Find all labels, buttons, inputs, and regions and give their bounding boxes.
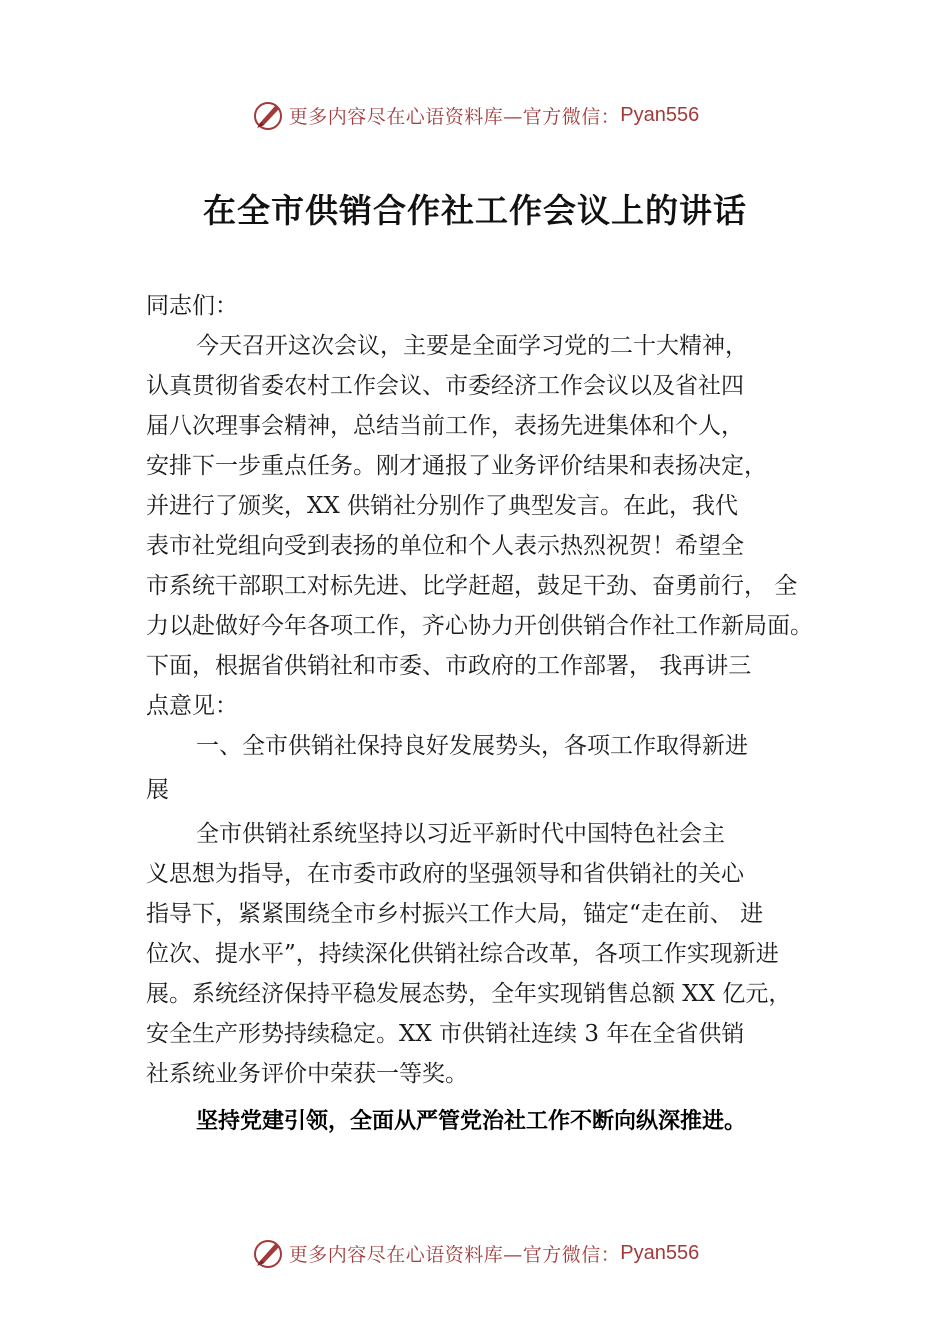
banner-wechat-id: Pyan556 [620, 1241, 700, 1264]
footer-banner [0, 1233, 950, 1273]
banner-text: 更多内容尽在心语资料库—官方微信： [288, 105, 621, 128]
body-line: 安全生产形势持续稳定。XX 市供销社连续 3 年在全省供销 [146, 1021, 745, 1047]
header-banner [0, 95, 950, 135]
body-line: 展。系统经济保持平稳发展态势，全年实现销售总额 XX 亿元， [146, 981, 792, 1007]
body-line: 今天召开这次会议，主要是全面学习党的二十大精神， [196, 333, 748, 359]
body-line: 指导下，紧紧围绕全市乡村振兴工作大局，锚定“走在前、 进 [146, 901, 764, 927]
pen-logo-icon [251, 98, 285, 132]
body-line: 点意见： [146, 693, 238, 719]
body-line: 并进行了颁奖，XX 供销社分别作了典型发言。在此，我代 [146, 493, 739, 519]
body-line: 认真贯彻省委农村工作会议、市委经济工作会议以及省社四 [146, 373, 744, 399]
body-line: 位次、提水平”，持续深化供销社综合改革，各项工作实现新进 [146, 941, 779, 967]
body-line: 安排下一步重点任务。刚才通报了业务评价结果和表扬决定， [146, 453, 767, 479]
document-body [146, 286, 846, 1142]
pen-logo-icon [251, 1236, 285, 1270]
body-line: 市系统干部职工对标先进、比学赶超，鼓足干劲、奋勇前行， 全 [146, 573, 798, 599]
document-title: 在全市供销合作社工作会议上的讲话 [203, 191, 747, 230]
body-line: 社系统业务评价中荣获一等奖。 [146, 1061, 468, 1087]
section-heading-line: 一、全市供销社保持良好发展势头，各项工作取得新进 [196, 733, 748, 759]
body-line: 力以赴做好今年各项工作，齐心协力开创供销合作社工作新局面。 [146, 613, 813, 639]
body-line: 下面，根据省供销社和市委、市政府的工作部署， 我再讲三 [146, 653, 752, 679]
body-line: 义思想为指导，在市委市政府的坚强领导和省供销社的关心 [146, 861, 744, 887]
body-line: 表市社党组向受到表扬的单位和个人表示热烈祝贺！希望全 [146, 533, 744, 559]
body-line: 同志们： [146, 293, 238, 319]
banner-text: 更多内容尽在心语资料库—官方微信： [288, 1243, 621, 1266]
section-heading-line: 展 [146, 777, 169, 803]
body-lines [146, 286, 846, 1094]
banner-wechat-id: Pyan556 [620, 103, 700, 126]
body-line: 届八次理事会精神，总结当前工作，表扬先进集体和个人， [146, 413, 744, 439]
section-bold-heading: 坚持党建引领，全面从严管党治社工作不断向纵深推进。 [196, 1109, 747, 1134]
body-line: 全市供销社系统坚持以习近平新时代中国特色社会主 [196, 821, 725, 847]
